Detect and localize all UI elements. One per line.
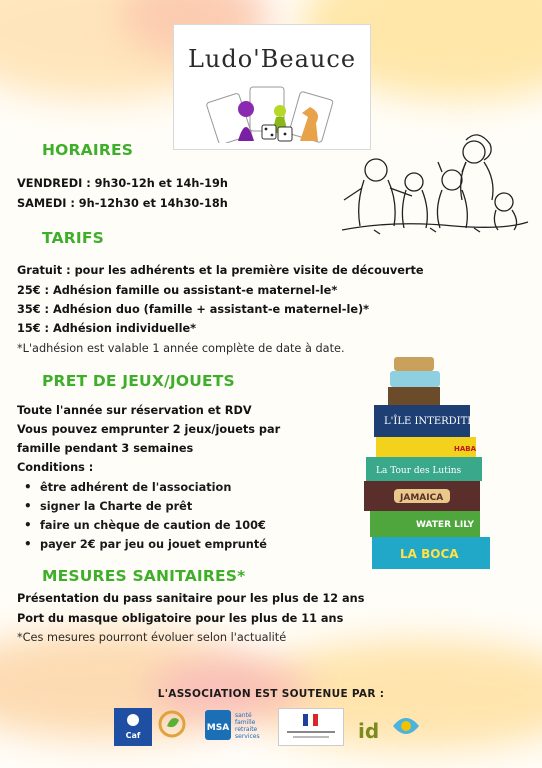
section-title-tarifs: TARIFS — [42, 229, 105, 247]
msa-text: santé — [235, 712, 252, 719]
game-pieces-icon — [202, 83, 342, 143]
leaf-partner-logo — [157, 708, 187, 746]
condition-item: • faire un chèque de caution de 100€ — [24, 518, 266, 532]
horaires-line: SAMEDI : 9h-12h30 et 14h30-18h — [17, 197, 228, 210]
msa-logo — [205, 708, 271, 746]
tarif-line: Gratuit : pour les adhérents et la première visite de découverte — [17, 264, 424, 277]
pret-line: Toute l'année sur réservation et RDV — [17, 404, 252, 417]
game-box-label: La Tour des Lutins — [376, 466, 462, 476]
centre-val-de-loire-logo — [387, 708, 425, 746]
msa-text: retraite — [235, 726, 258, 733]
condition-item: • payer 2€ par jeu ou jouet emprunté — [24, 537, 267, 551]
svg-text:MSA: MSA — [206, 723, 230, 733]
condition-item: • être adhérent de l'association — [24, 480, 231, 494]
msa-text: famille — [235, 719, 256, 726]
tarif-note: *L'adhésion est valable 1 année complète de date à date. — [17, 342, 345, 355]
svg-text:id: id — [358, 719, 380, 743]
pret-line: famille pendant 3 semaines — [17, 442, 194, 455]
tarif-line: 15€ : Adhésion individuelle* — [17, 322, 197, 335]
people-playing-illustration — [334, 130, 530, 242]
id-partner-logo — [354, 708, 382, 746]
sanitaire-line: Port du masque obligatoire pour les plus de 11 ans — [17, 612, 344, 625]
section-title-horaires: HORAIRES — [42, 141, 134, 159]
section-title-sanitaires: MESURES SANITAIRES* — [42, 567, 246, 585]
pret-line: Vous pouvez emprunter 2 jeux/jouets par — [17, 423, 281, 436]
logo-title: Ludo'Beauce — [187, 45, 357, 73]
game-box-label: WATER LILY — [416, 520, 475, 530]
pret-line: Conditions : — [17, 461, 94, 474]
tarif-line: 25€ : Adhésion famille ou assistant-e maternel-le* — [17, 284, 338, 297]
game-box-label: HABA — [454, 445, 477, 453]
sanitaire-note: *Ces mesures pourront évoluer selon l'actualité — [17, 631, 287, 644]
game-boxes-stack — [360, 355, 500, 573]
condition-item: • signer la Charte de prêt — [24, 499, 192, 513]
section-title-pret: PRET DE JEUX/JOUETS — [42, 372, 235, 390]
sponsors-title: L'ASSOCIATION EST SOUTENUE PAR : — [157, 688, 385, 700]
game-box-label: JAMAICA — [400, 493, 444, 503]
sanitaire-line: Présentation du pass sanitaire pour les plus de 12 ans — [17, 592, 365, 605]
prefecture-logo — [278, 708, 344, 746]
game-box-label: L'ÎLE INTERDITE — [384, 416, 475, 427]
caf-logo — [114, 708, 152, 746]
game-box-label: LA BOCA — [400, 547, 459, 561]
tarif-line: 35€ : Adhésion duo (famille + assistant-e maternel-le)* — [17, 303, 370, 316]
svg-text:Caf: Caf — [125, 731, 141, 740]
horaires-line: VENDREDI : 9h30-12h et 14h-19h — [17, 177, 228, 190]
msa-text: services — [235, 733, 260, 740]
